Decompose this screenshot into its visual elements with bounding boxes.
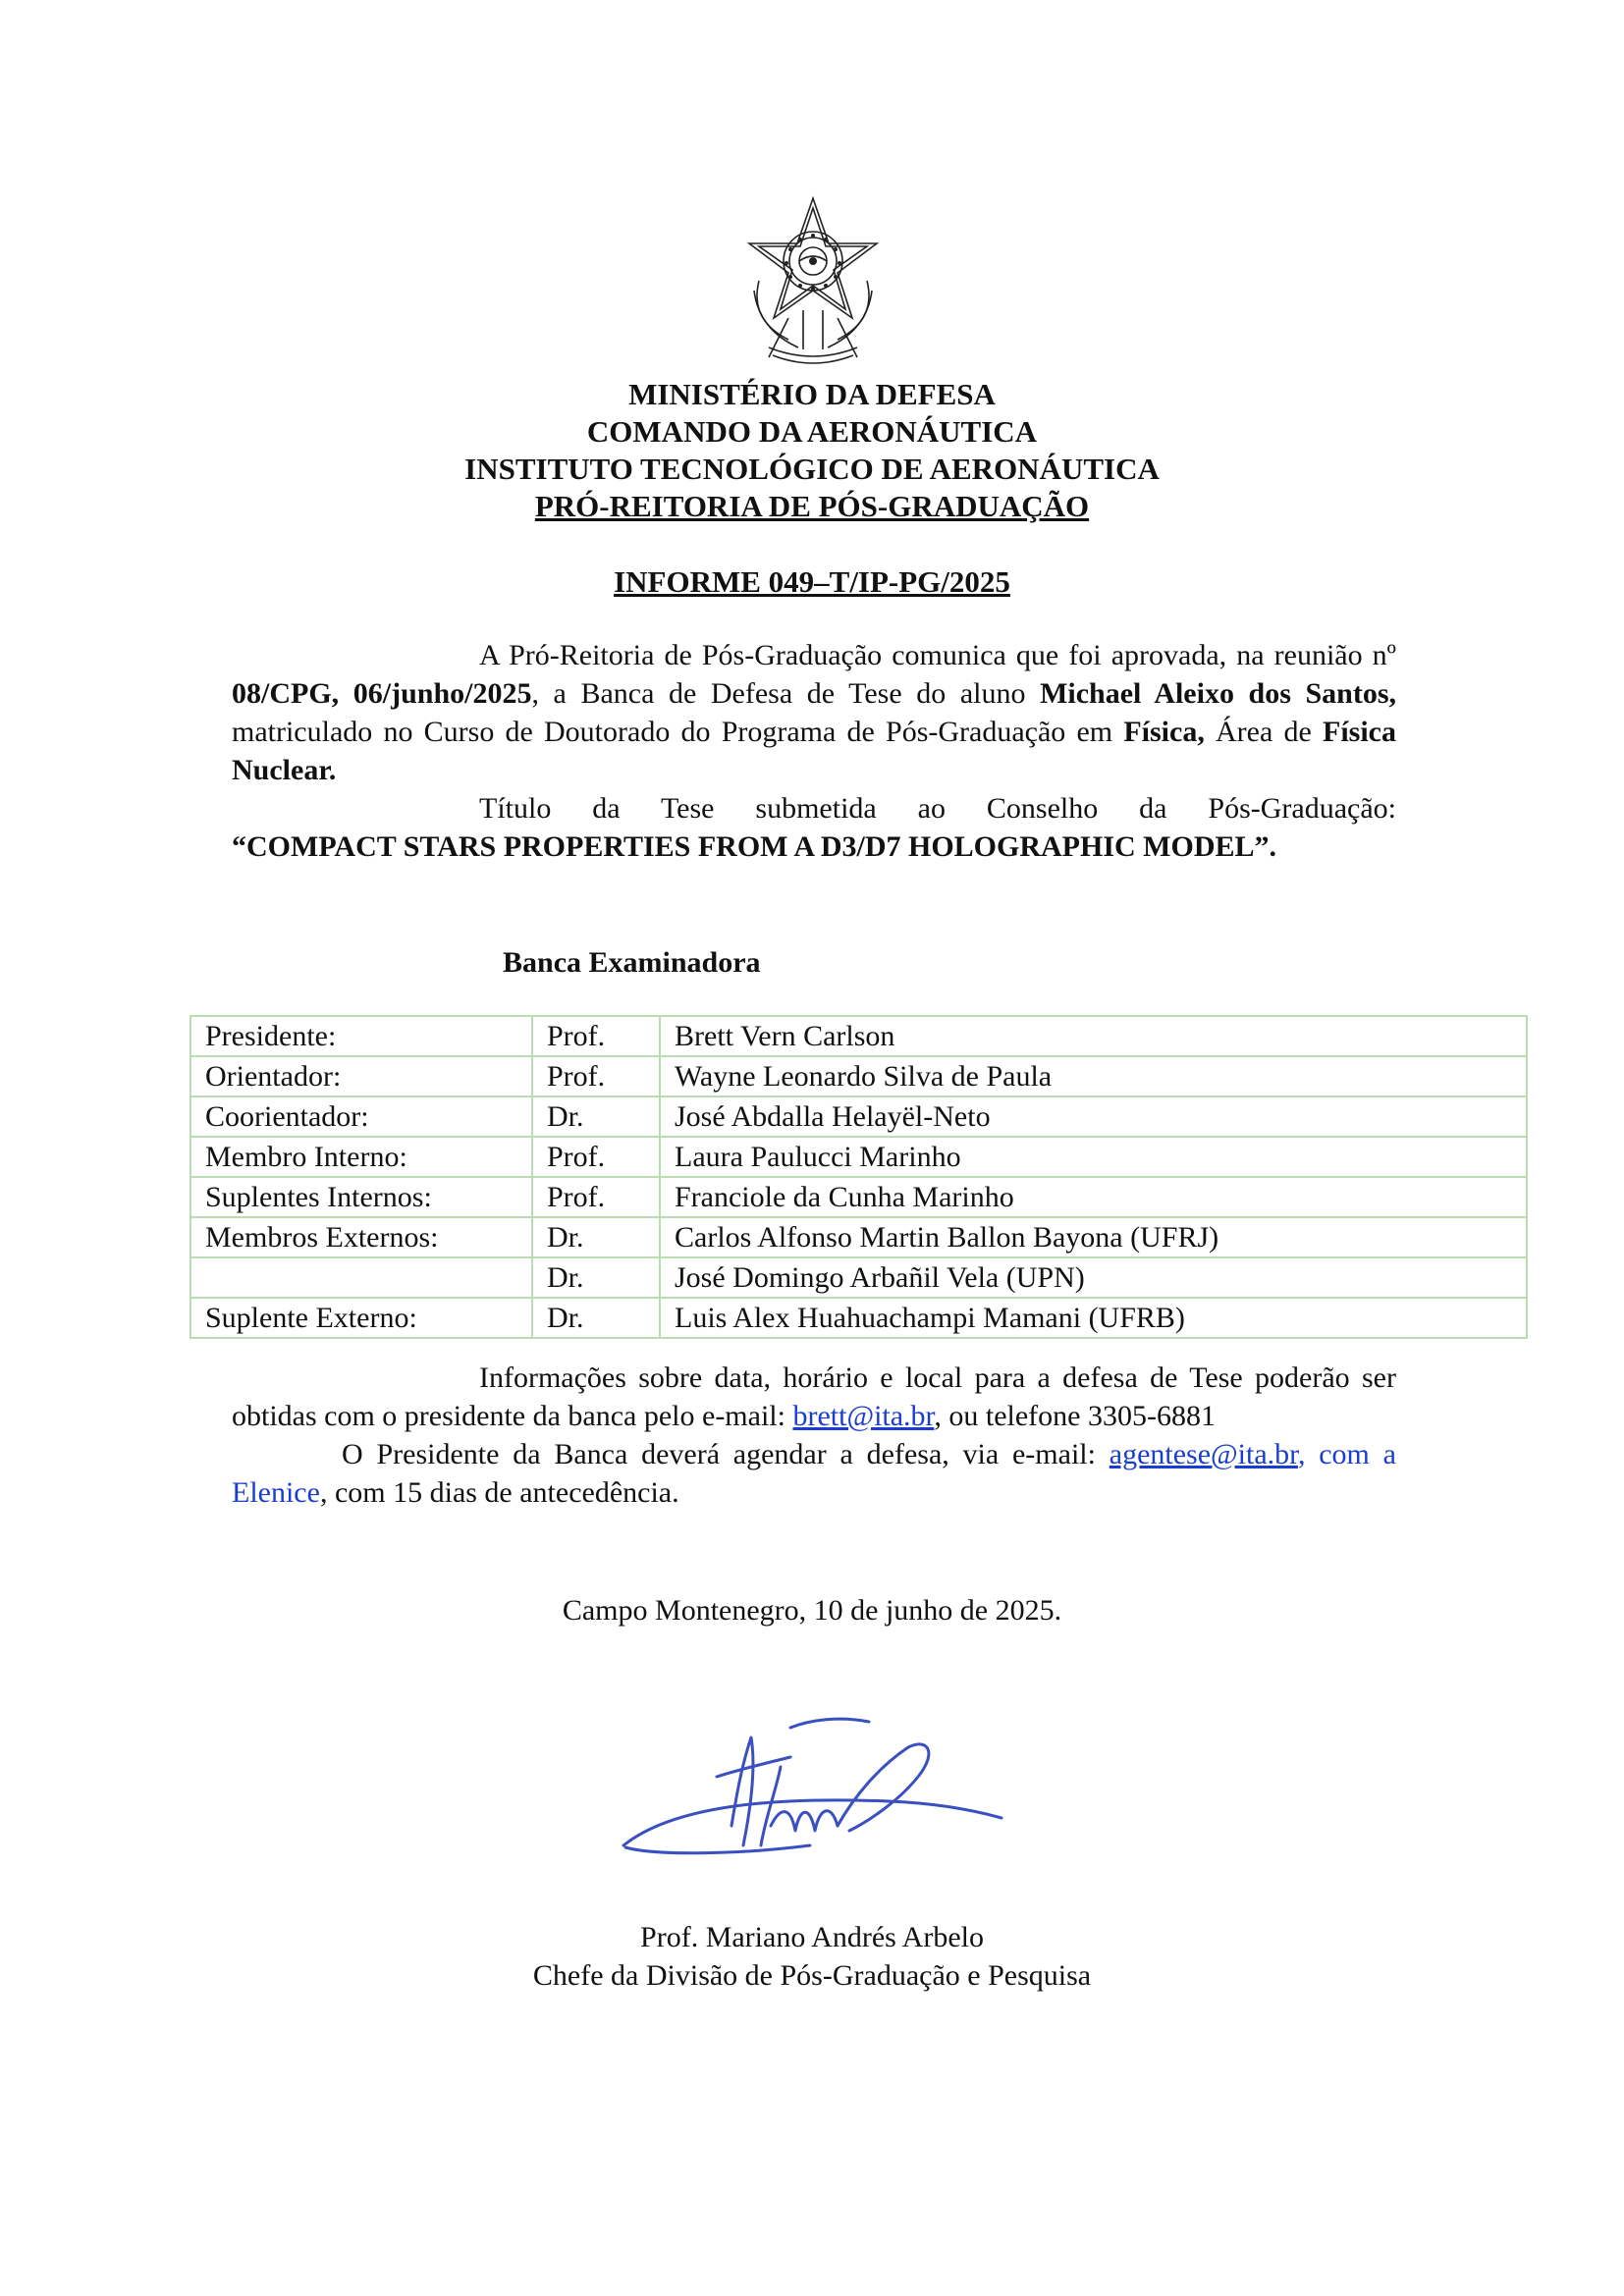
board-role-cell: Suplente Externo: <box>190 1298 532 1338</box>
body-text: Área de <box>1204 716 1323 748</box>
agentese-email-link[interactable]: agentese@ita.br <box>1109 1438 1298 1470</box>
body-text: , a Banca de Defesa de Tese do aluno <box>531 677 1041 710</box>
board-title-cell: Prof. <box>532 1056 660 1096</box>
announcement-paragraph <box>232 636 1396 789</box>
header-pro-rectory: PRÓ-REITORIA DE PÓS-GRADUAÇÃO <box>534 489 1090 523</box>
board-title-cell: Dr. <box>532 1096 660 1137</box>
body-text: , ou telefone 3305-6881 <box>934 1400 1216 1432</box>
info-paragraph <box>232 1359 1396 1435</box>
board-role-cell: Suplentes Internos: <box>190 1177 532 1217</box>
board-role-cell: Coorientador: <box>190 1096 532 1137</box>
table-row <box>190 1217 1527 1257</box>
announcement-body <box>232 636 1396 866</box>
board-title-cell: Prof. <box>532 1137 660 1177</box>
body-text: , <box>1297 1438 1306 1470</box>
brazil-coat-of-arms-icon <box>730 192 896 371</box>
body-text: O Presidente da Banca deverá agendar a defesa, via e-mail: <box>342 1438 1110 1470</box>
informe-title: INFORME 049–T/IP-PG/2025 <box>614 564 1010 599</box>
board-member-name-cell: Laura Paulucci Marinho <box>660 1137 1527 1177</box>
elenice-contact: com a Elenice <box>232 1438 1396 1509</box>
thesis-title-label: Título da Tese submetida ao Conselho da Pós-Graduação: <box>479 792 1396 825</box>
board-member-name-cell: Wayne Leonardo Silva de Paula <box>660 1056 1527 1096</box>
board-role-cell <box>190 1257 532 1298</box>
board-title-cell: Prof. <box>532 1177 660 1217</box>
body-text: A Pró-Reitoria de Pós-Graduação comunica que foi aprovada, na reunião nº <box>479 639 1396 671</box>
student-name: Michael Aleixo dos Santos, <box>1040 677 1397 710</box>
board-role-cell: Presidente: <box>190 1016 532 1056</box>
body-text: Informações sobre data, horário e local para a defesa de Tese poderão ser obtidas com o presidente da banca pelo e-mail: <box>232 1362 1396 1432</box>
signature <box>614 1708 1006 1875</box>
institution-header <box>0 376 1624 525</box>
board-member-name-cell: Luis Alex Huahuachampi Mamani (UFRB) <box>660 1298 1527 1338</box>
signer-name: Prof. Mariano Andrés Arbelo <box>640 1921 984 1953</box>
board-role-cell: Membro Interno: <box>190 1137 532 1177</box>
table-row <box>190 1177 1527 1217</box>
board-member-name-cell: Carlos Alfonso Martin Ballon Bayona (UFRJ) <box>660 1217 1527 1257</box>
board-member-name-cell: José Domingo Arbañil Vela (UPN) <box>660 1257 1527 1298</box>
board-title-cell: Dr. <box>532 1298 660 1338</box>
banca-title: Banca Examinadora <box>503 946 761 979</box>
meeting-reference: 08/CPG, 06/junho/2025 <box>232 677 532 710</box>
area-name: Física Nuclear. <box>232 716 1396 786</box>
board-role-cell: Orientador: <box>190 1056 532 1096</box>
board-member-name-cell: José Abdalla Helayël-Neto <box>660 1096 1527 1137</box>
signer-position: Chefe da Divisão de Pós-Graduação e Pesquisa <box>532 1959 1092 1992</box>
board-member-name-cell: Brett Vern Carlson <box>660 1016 1527 1056</box>
place-date: Campo Montenegro, 10 de junho de 2025. <box>562 1594 1062 1627</box>
table-row <box>190 1096 1527 1137</box>
board-member-name-cell: Franciole da Cunha Marinho <box>660 1177 1527 1217</box>
header-command: COMANDO DA AERONÁUTICA <box>586 414 1038 449</box>
header-ministry: MINISTÉRIO DA DEFESA <box>628 377 996 411</box>
board-title-cell: Dr. <box>532 1257 660 1298</box>
board-title-cell: Prof. <box>532 1016 660 1056</box>
program-name: Física, <box>1123 716 1205 748</box>
body-text: , com 15 dias de antecedência. <box>319 1476 679 1509</box>
board-title-cell: Dr. <box>532 1217 660 1257</box>
president-email-link[interactable]: brett@ita.br <box>792 1400 935 1432</box>
thesis-title: “COMPACT STARS PROPERTIES FROM A D3/D7 HOLOGRAPHIC MODEL”. <box>232 830 1277 863</box>
board-role-cell: Membros Externos: <box>190 1217 532 1257</box>
header-institute: INSTITUTO TECNOLÓGICO DE AERONÁUTICA <box>464 452 1160 486</box>
table-row <box>190 1298 1527 1338</box>
table-row <box>190 1257 1527 1298</box>
examining-board-table <box>189 1015 1528 1339</box>
table-row <box>190 1016 1527 1056</box>
table-row <box>190 1137 1527 1177</box>
scheduling-paragraph <box>232 1435 1396 1512</box>
info-section <box>232 1359 1396 1512</box>
table-row <box>190 1056 1527 1096</box>
body-text: matriculado no Curso de Doutorado do Programa de Pós-Graduação em <box>232 716 1124 748</box>
signer-block <box>0 1918 1624 1995</box>
